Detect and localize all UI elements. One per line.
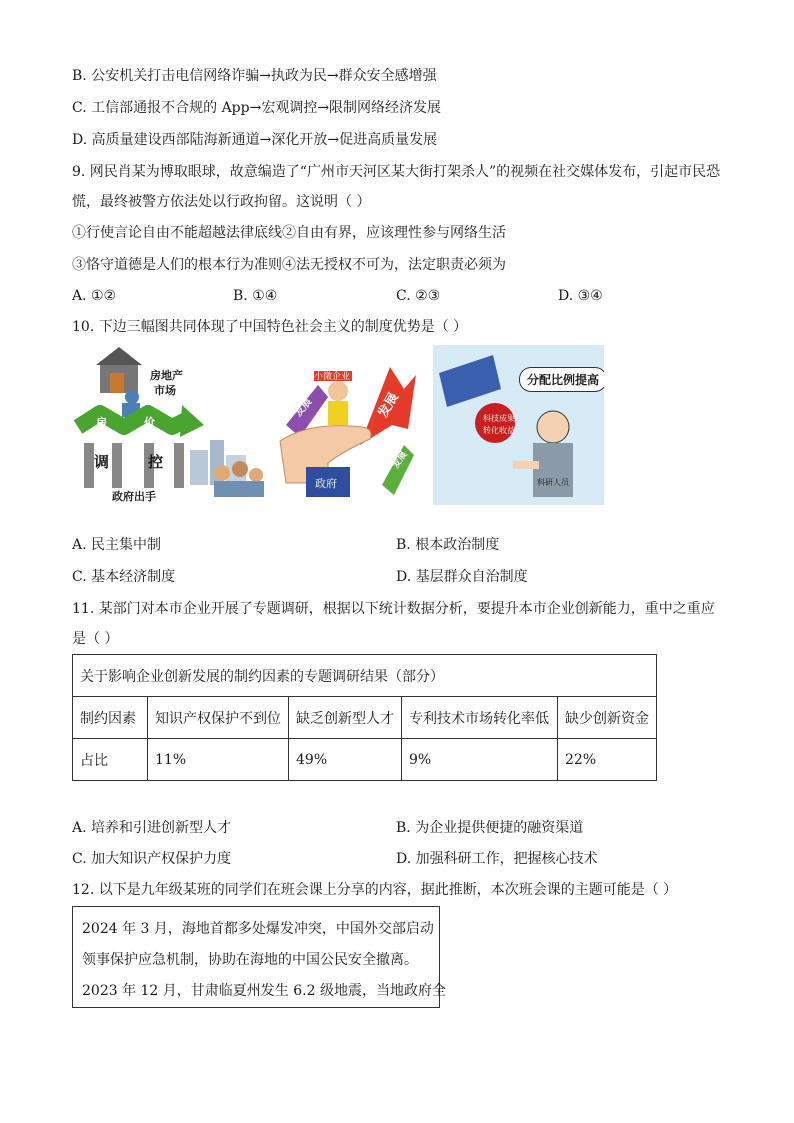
q9-option-c: C. ②③ (396, 288, 441, 304)
cartoon2-arrow-red: 发展 (375, 390, 402, 421)
q10-option-b: B. 根本政治制度 (396, 537, 500, 553)
cartoon-real-estate-regulation (72, 345, 266, 505)
q10-option-c: C. 基本经济制度 (72, 569, 176, 585)
q12-material-line-2: 领事保护应急机制，协助在海地的中国公民安全撤离。 (82, 952, 418, 968)
q11-stem-line-1: 11. 某部门对本市企业开展了专题调研，根据以下统计数据分析，要提升本市企业创新能力，重中之重应 (72, 601, 715, 617)
cartoon3-ball-text-1: 科技成果 (483, 414, 515, 423)
q10-option-d: D. 基层群众自治制度 (396, 569, 528, 585)
q9-option-d: D. ③④ (558, 288, 603, 304)
cartoon3-speech-bubble: 分配比例提高 (519, 367, 604, 392)
q9-stem-line-1: 9. 网民肖某为博取眼球，故意编造了“广州市天河区某大街打架杀人”的视频在社交媒体发布，引起市民恐 (72, 164, 721, 180)
q12-stem: 12. 以下是九年级某班的同学们在班会课上分享的内容，据此推断，本次班会课的主题可能是（ ） (72, 882, 678, 898)
table-header-cell: 制约因素 (73, 697, 148, 739)
cartoon3-ball-text-2: 转化收益 (483, 426, 515, 435)
q9-statements-1: ①行使言论自由不能超越法律底线②自由有界，应该理性参与网络生活 (72, 225, 506, 241)
q8-option-c: C. 工信部通报不合规的 App→宏观调控→限制网络经济发展 (72, 100, 442, 116)
q9-stem-line-2: 慌，最终被警方依法处以行政拘留。这说明（ ） (72, 194, 371, 210)
cartoon2-company-label: 小微企业 (314, 372, 351, 382)
cartoon1-word-2: 控 (148, 453, 164, 471)
table-header-cell: 知识产权保护不到位 (148, 697, 289, 739)
cartoon-research-income (433, 345, 604, 505)
q8-option-b: B. 公安机关打击电信网络诈骗→执政为民→群众安全感增强 (72, 68, 437, 84)
q11-option-c: C. 加大知识产权保护力度 (72, 851, 232, 867)
table-header-cell: 缺少创新资金 (558, 697, 657, 739)
table-header-cell: 缺乏创新型人才 (289, 697, 402, 739)
cartoon2-arrow-purple: 发展 (292, 396, 315, 419)
q10-option-a: A. 民主集中制 (72, 537, 162, 553)
table-cell: 9% (402, 739, 558, 781)
table-title: 关于影响企业创新发展的制约因素的专题调研结果（部分） (73, 655, 657, 697)
table-cell: 22% (558, 739, 657, 781)
table-header-cell: 专利技术市场转化率低 (402, 697, 558, 739)
q12-material-line-1: 2024 年 3 月，海地首都多处爆发冲突，中国外交部启动 (82, 921, 434, 937)
cartoon1-word-1: 调 (94, 453, 110, 471)
cartoon2-arrow-green: 发展 (390, 450, 410, 471)
table-cell: 49% (289, 739, 402, 781)
q11-option-a: A. 培养和引进创新型人才 (72, 820, 232, 836)
cartoon-small-business-support (270, 345, 422, 505)
q11-stem-line-2: 是（ ） (72, 631, 119, 647)
q12-material-line-3: 2023 年 12 月，甘肃临夏州发生 6.2 级地震，当地政府全 (82, 983, 446, 999)
table-cell: 占比 (73, 739, 148, 781)
q9-option-a: A. ①② (72, 288, 117, 304)
q9-statements-2: ③恪守道德是人们的根本行为准则④法无授权不可为，法定职责必须为 (72, 257, 506, 273)
survey-results-table (72, 654, 657, 781)
q11-option-b: B. 为企业提供便捷的融资渠道 (396, 820, 584, 836)
table-header-row (73, 697, 657, 739)
q11-option-d: D. 加强科研工作，把握核心技术 (396, 851, 598, 867)
cartoon1-arrow-text-2: 价 (144, 416, 155, 429)
cartoon1-arrow-text-1: 房 (96, 416, 107, 429)
q8-option-d: D. 高质量建设西部陆海新通道→深化开放→促进高质量发展 (72, 132, 438, 148)
q10-stem: 10. 下边三幅图共同体现了中国特色社会主义的制度优势是（ ） (72, 319, 468, 335)
table-row (73, 739, 657, 781)
q12-material-box (72, 906, 446, 1008)
cartoon3-person-sign: 科研人员 (537, 478, 569, 487)
cartoon1-label-line2: 市场 (154, 384, 176, 397)
cartoon2-hand-label: 政府 (315, 477, 337, 490)
q9-option-b: B. ①④ (233, 288, 278, 304)
table-cell: 11% (148, 739, 289, 781)
cartoon1-caption: 政府出手 (112, 490, 156, 503)
cartoon1-label-line1: 房地产 (150, 369, 183, 382)
